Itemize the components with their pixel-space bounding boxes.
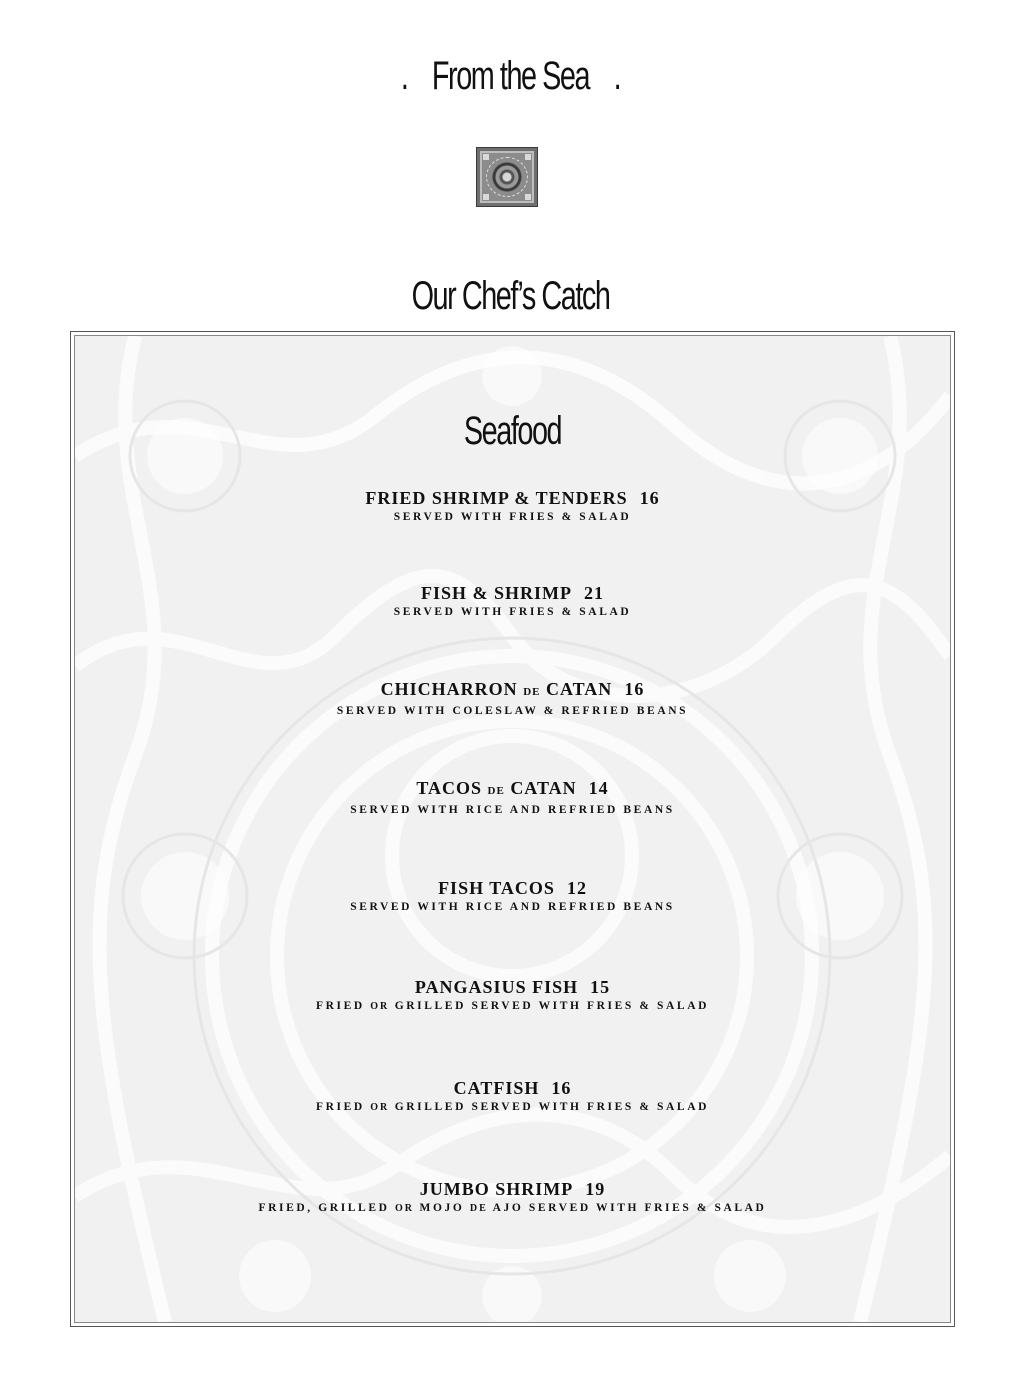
item-price: 14 [588,778,609,798]
item-description-small: DE [469,1203,488,1214]
item-name-text: CATAN [545,679,613,699]
tile-corner [525,194,531,200]
menu-item [75,1078,950,1116]
item-name-text: CATFISH [453,1078,540,1098]
item-name [75,1078,950,1099]
item-description [75,1200,950,1217]
item-name [75,977,950,998]
menu-item [75,878,950,915]
item-name [75,583,950,604]
item-description [75,1099,950,1116]
item-name-text: TACOS [416,778,483,798]
header-bullet-left: . [400,54,408,98]
item-description-small: OR [370,1001,390,1012]
item-name-small: DE [487,785,505,797]
page-header [143,48,878,104]
item-name [75,778,950,802]
menu-item [75,778,950,818]
item-price: 16 [624,679,645,699]
menu-item [75,679,950,719]
item-description-text: FRIED, GRILLED [258,1202,390,1214]
menu-item [75,1179,950,1217]
item-price: 21 [584,583,604,603]
tile-corner [483,194,489,200]
item-name-small: DE [523,686,541,698]
item-name [75,488,950,509]
item-description: SERVED WITH FRIES & SALAD [393,606,632,618]
item-description-text: GRILLED SERVED WITH FRIES & SALAD [394,1101,710,1113]
menu-panel [74,335,951,1323]
item-description: SERVED WITH FRIES & SALAD [393,511,632,523]
item-description: SERVED WITH RICE AND REFRIED BEANS [350,804,675,816]
ornamental-tile-icon [476,147,538,207]
item-price: 16 [551,1078,572,1098]
item-name [75,878,950,899]
item-name-text: JUMBO SHRIMP [419,1179,574,1199]
item-name-text: FRIED SHRIMP & TENDERS [365,488,628,508]
item-name [75,679,950,703]
item-price: 15 [590,977,611,997]
item-price: 16 [639,488,660,508]
item-price: 12 [566,878,587,898]
header-bullet-right: . [613,54,621,98]
item-name-text: FISH & SHRIMP [420,583,572,603]
item-description-small: OR [395,1203,414,1214]
section-title: Our Chef’s Catch [411,274,610,318]
item-name-text: PANGASIUS FISH [414,977,579,997]
item-description: SERVED WITH COLESLAW & REFRIED BEANS [336,705,689,717]
menu-frame [70,331,955,1327]
menu-item [75,488,950,525]
item-description: SERVED WITH RICE AND REFRIED BEANS [350,901,675,913]
item-description [75,998,950,1015]
item-name-text: CATAN [510,778,577,798]
item-description-small: OR [370,1102,390,1113]
tile-corner [483,154,489,160]
item-name-text: FISH TACOS [438,878,555,898]
item-description-text: FRIED [315,1101,365,1113]
item-name-text: CHICHARRON [380,679,518,699]
item-description-text: MOJO [419,1202,465,1214]
item-price: 19 [585,1179,606,1199]
item-description-text: AJO SERVED WITH FRIES & SALAD [492,1202,767,1214]
damask-background-pattern [75,336,950,1322]
item-description-text: GRILLED SERVED WITH FRIES & SALAD [394,1000,710,1012]
tile-ring [486,157,528,197]
category-title: Seafood [463,409,562,453]
menu-item [75,977,950,1015]
item-name [75,1179,950,1200]
page-title: From the Sea [431,54,590,98]
tile-corner [525,154,531,160]
menu-item [75,583,950,620]
item-description-text: FRIED [315,1000,365,1012]
